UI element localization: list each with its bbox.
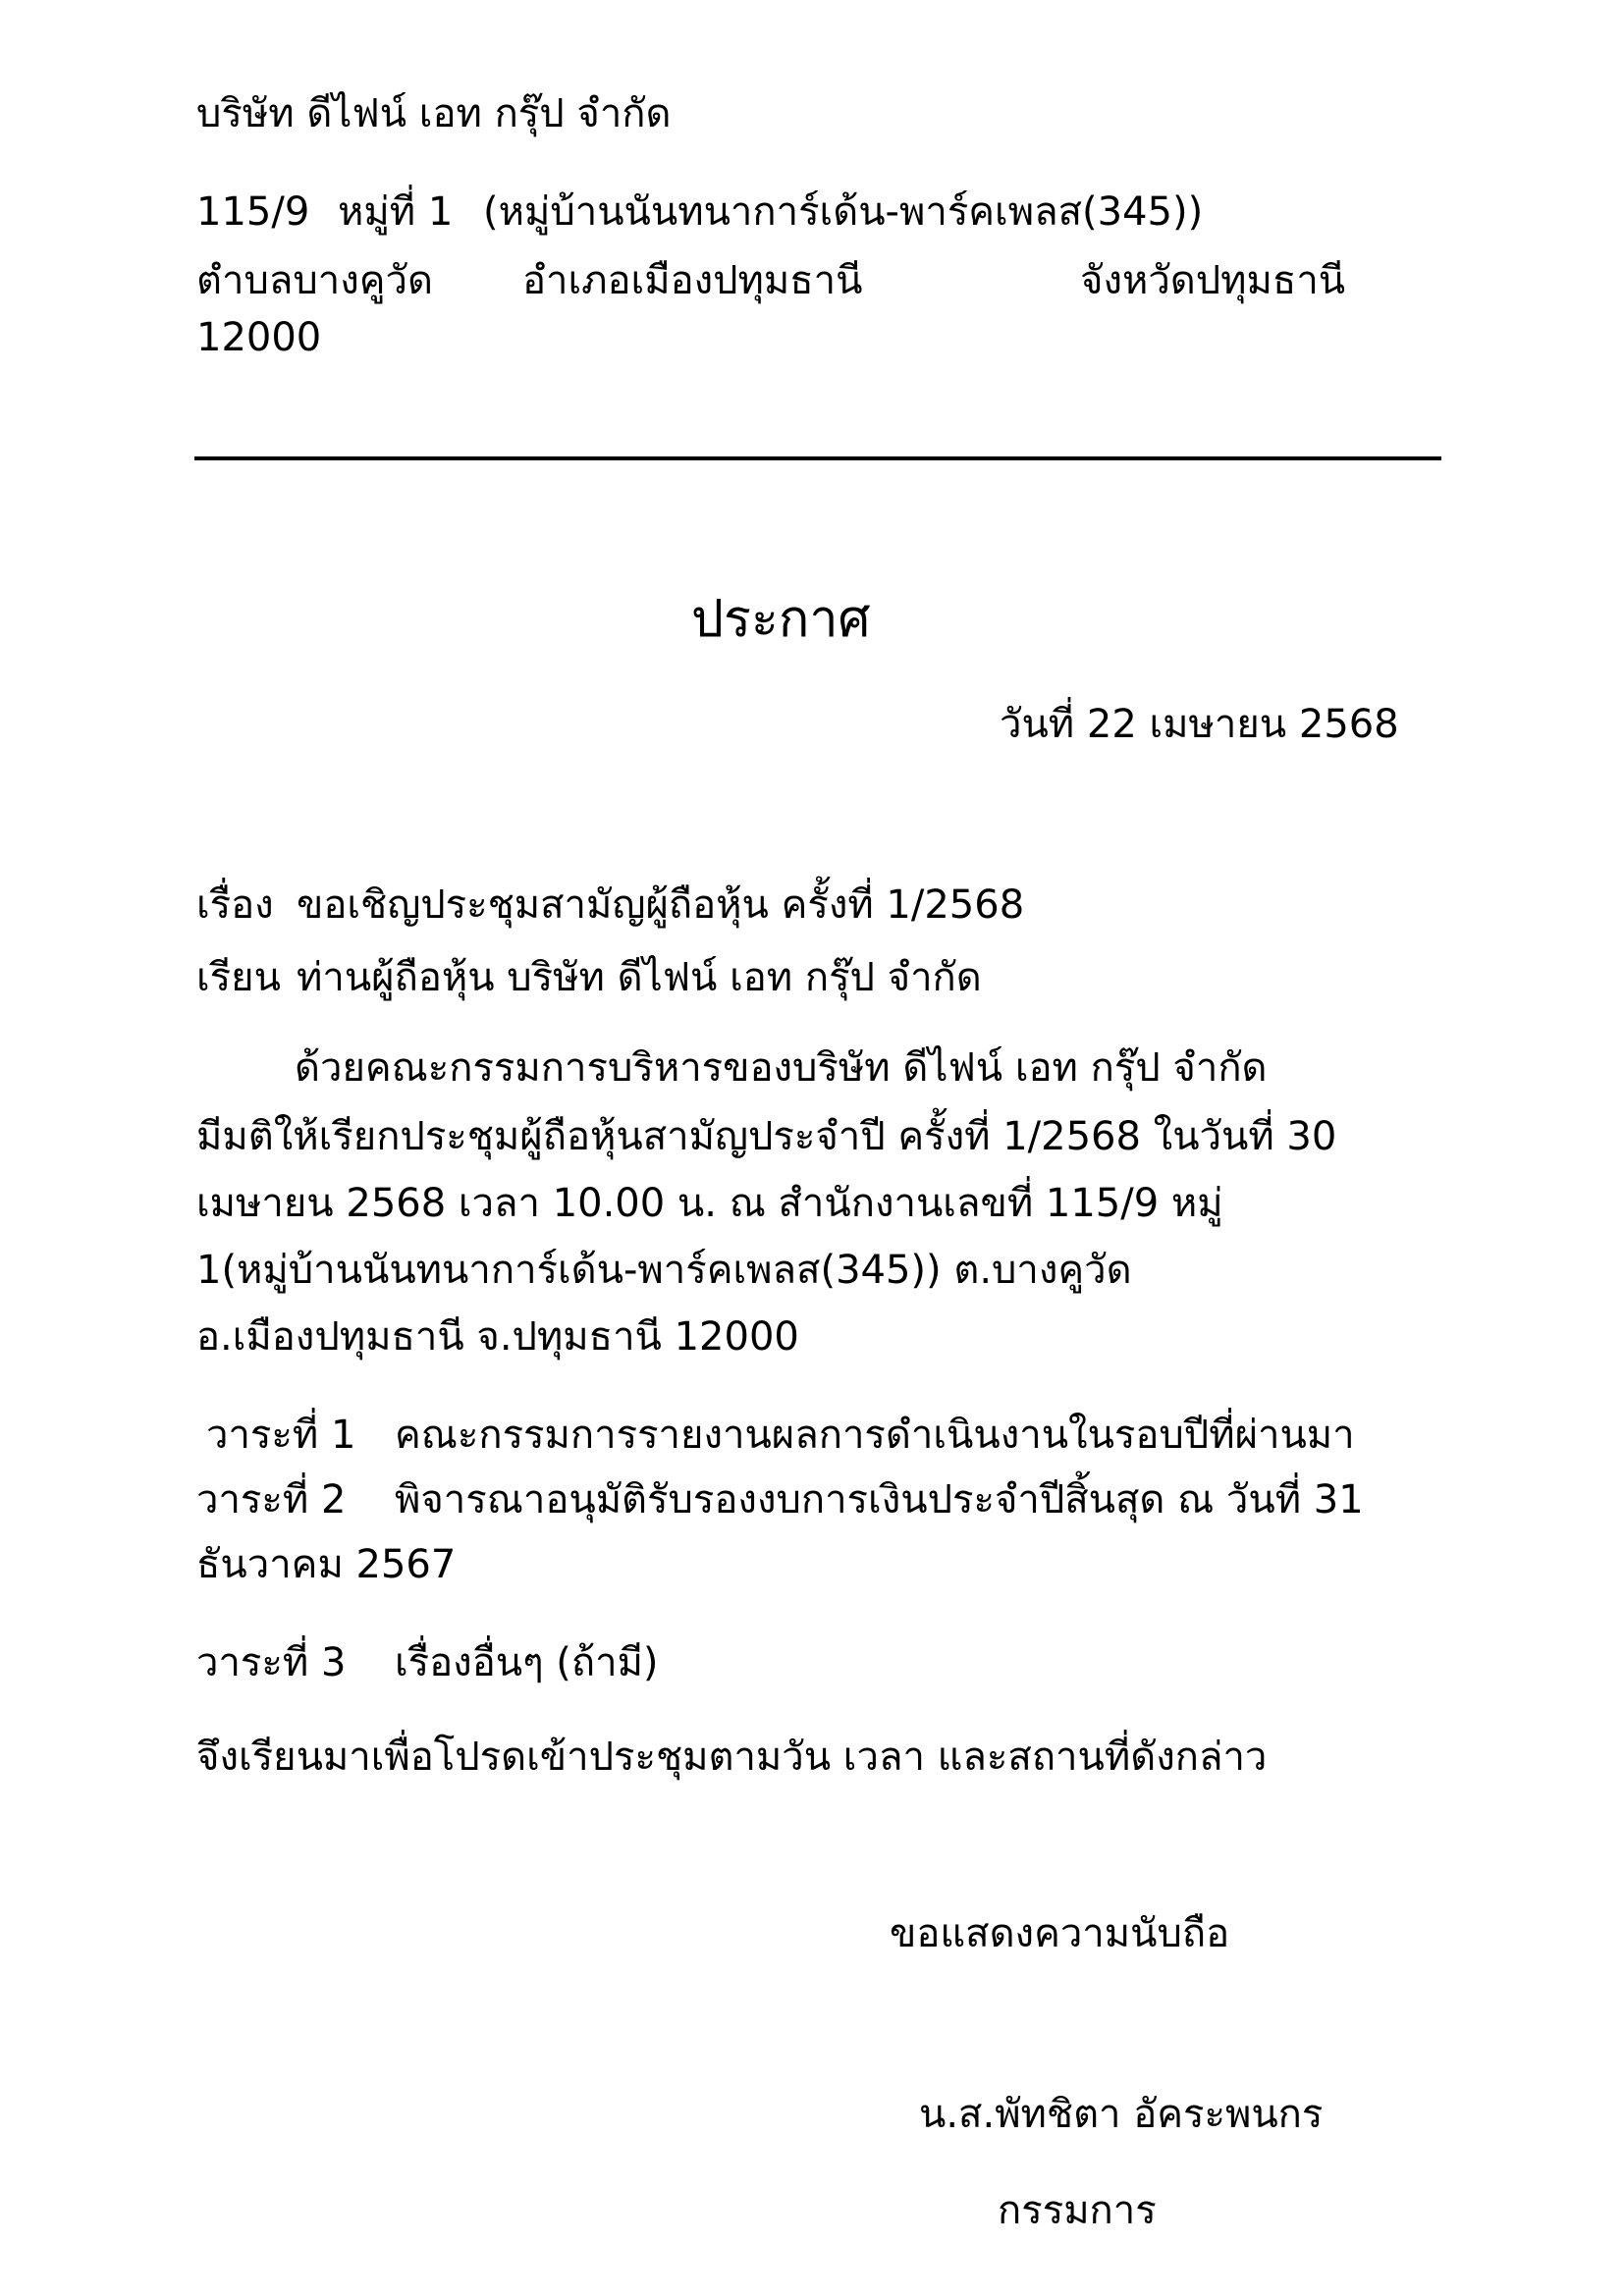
address-subdistrict: ตำบลบางคูวัด [196,258,433,303]
agenda-continuation: ธันวาคม 2567 [196,1542,457,1587]
address-number: 115/9 [196,189,310,235]
agenda-text: เรื่องอื่นๆ (ถ้ามี) [395,1640,659,1685]
body-line: อ.เมืองปทุมธานี จ.ปทุมธานี 12000 [196,1314,799,1360]
announcement-date: วันที่ 22 เมษายน 2568 [1000,702,1399,747]
company-name: บริษัท ดีไฟน์ เอท กรุ๊ป จำกัด [196,91,672,136]
subject-text: ขอเชิญประชุมสามัญผู้ถือหุ้น ครั้งที่ 1/2568 [297,882,1025,928]
signatory-position: กรรมการ [998,2188,1157,2233]
header-divider [194,456,1441,460]
page-title: ประกาศ [691,590,871,649]
recipient-text: ท่านผู้ถือหุ้น บริษัท ดีไฟน์ เอท กรุ๊ป จำกัด [297,955,982,1000]
recipient-label: เรียน [196,955,281,1000]
body-line: เมษายน 2568 เวลา 10.00 น. ณ สำนักงานเลขที่ 115/9 หมู่ [196,1181,1223,1226]
agenda-label: วาระที่ 2 [196,1477,347,1522]
address-village: (หมู่บ้านนันทนาการ์เด้น-พาร์คเพลส(345)) [483,189,1204,235]
signatory-name: น.ส.พัทชิตา อัคระพนกร [919,2092,1324,2137]
address-district: อำเภอเมืองปทุมธานี [522,258,863,303]
body-line: ด้วยคณะกรรมการบริหารของบริษัท ดีไฟน์ เอท กรุ๊ป จำกัด [295,1045,1268,1091]
agenda-label: วาระที่ 3 [196,1640,347,1685]
subject-label: เรื่อง [196,882,274,928]
agenda-text: พิจารณาอนุมัติรับรองงบการเงินประจำปีสิ้นสุด ณ วันที่ 31 [395,1477,1364,1522]
body-line: 1(หมู่บ้านนันทนาการ์เด้น-พาร์คเพลส(345)) ต.บางคูวัด [196,1248,1132,1293]
address-postcode: 12000 [196,315,322,360]
agenda-label: วาระที่ 1 [206,1413,356,1458]
signoff: ขอแสดงความนับถือ [890,1911,1230,1956]
closing-line: จึงเรียนมาเพื่อโปรดเข้าประชุมตามวัน เวลา และสถานที่ดังกล่าว [196,1735,1268,1780]
address-province: จังหวัดปทุมธานี [1080,258,1346,303]
agenda-text: คณะกรรมการรายงานผลการดำเนินงานในรอบปีที่ผ่านมา [395,1413,1355,1458]
body-line: มีมติให้เรียกประชุมผู้ถือหุ้นสามัญประจำปี ครั้งที่ 1/2568 ในวันที่ 30 [196,1114,1337,1159]
address-moo: หมู่ที่ 1 [338,189,454,235]
